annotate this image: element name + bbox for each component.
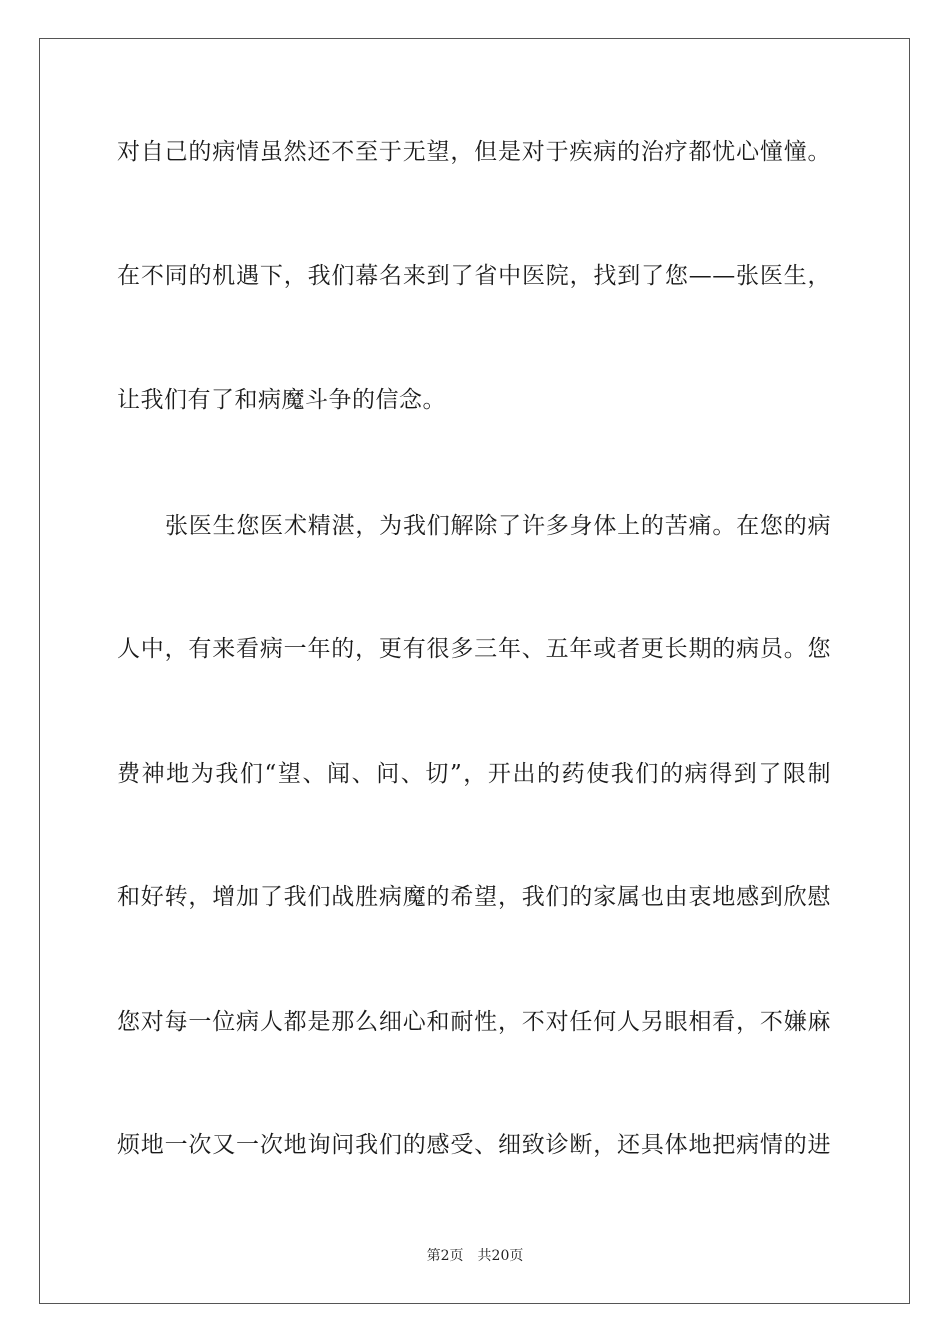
text-line: 对自己的病情虽然还不至于无望，但是对于疾病的治疗都忧心憧憧。 bbox=[117, 139, 831, 165]
text-line: 和好转，增加了我们战胜病魔的希望，我们的家属也由衷地感到欣慰 bbox=[117, 884, 831, 910]
page-total: 共20页 bbox=[477, 1248, 524, 1264]
text-line: 费神地为我们“望、闻、问、切”，开出的药使我们的病得到了限制 bbox=[117, 761, 831, 787]
text-line: 让我们有了和病魔斗争的信念。 bbox=[117, 387, 446, 413]
page-footer bbox=[0, 1246, 950, 1266]
page-number: 第2页 bbox=[426, 1248, 464, 1264]
text-line: 张医生您医术精湛，为我们解除了许多身体上的苦痛。在您的病 bbox=[165, 513, 831, 539]
text-line: 烦地一次又一次地询问我们的感受、细致诊断，还具体地把病情的进 bbox=[117, 1132, 831, 1158]
text-line: 在不同的机遇下，我们幕名来到了省中医院，找到了您——张医生， bbox=[117, 263, 831, 289]
page-border bbox=[39, 38, 910, 1304]
text-line: 您对每一位病人都是那么细心和耐性，不对任何人另眼相看，不嫌麻 bbox=[117, 1009, 831, 1035]
text-line: 人中，有来看病一年的，更有很多三年、五年或者更长期的病员。您 bbox=[117, 636, 831, 662]
